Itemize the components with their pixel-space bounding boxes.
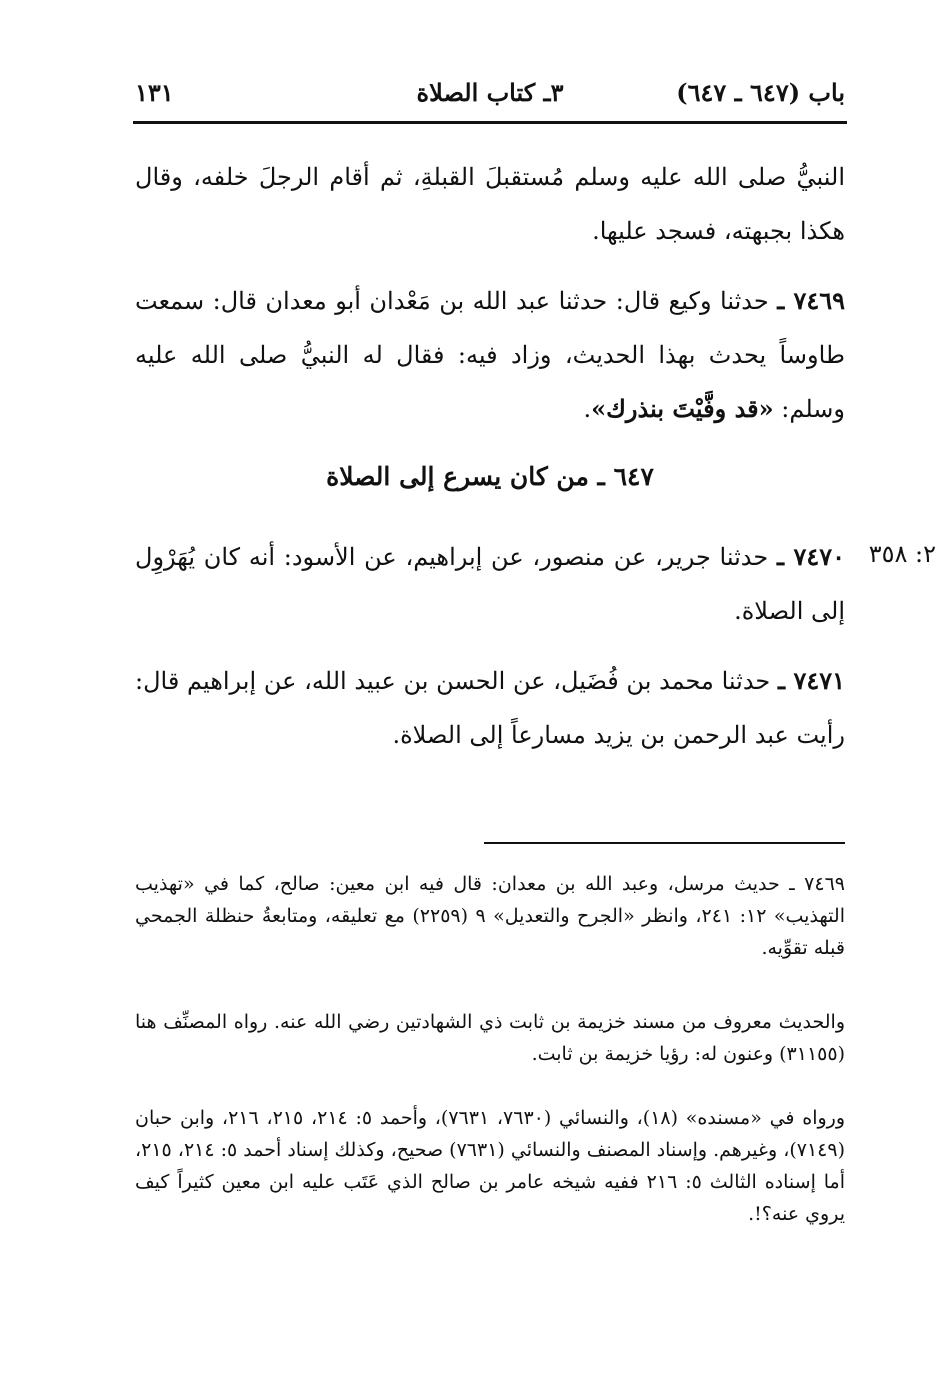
hadith-end: . xyxy=(583,395,592,423)
footnote-text: ٧٤٦٩ ـ حديث مرسل، وعبد الله بن معدان: قال فيه ابن معين: صالح، كما في «تهذيب التهذيب» ١٢: ٢٤١، وانظر «الجرح والتعديل» ٩ (٢٢٥٩) مع تعليقه، ومتابعةُ حنظلة الجمحي قبله تقوِّيه. xyxy=(135,873,845,959)
header-book-title: ٣ـ كتاب الصلاة xyxy=(416,78,564,107)
footnote-paragraph-2 xyxy=(135,1006,845,1070)
footnote-text: ورواه في «مسنده» (١٨)، والنسائي (٧٦٣٠، ٧٦٣١)، وأحمد ٥: ٢١٤، ٢١٥، ٢١٦، وابن حبان (٧١٤٩)، وغيرهم. وإسناد المصنف والنسائي (٧٦٣١) صحيح، وكذلك إسناد أحمد ٥: ٢١٤، ٢١٥، أما إسناده الثالث ٥: ٢١٦ ففيه شيخه عامر بن صالح الذي عَتَب عليه ابن معين كثيراً كيف يروي عنه؟!. xyxy=(135,1107,846,1225)
margin-reference: ٢: ٣٥٨ xyxy=(868,540,936,568)
section-title: ٦٤٧ ـ من كان يسرع إلى الصلاة xyxy=(326,462,654,491)
hadith-number: ٧٤٧٠ ـ xyxy=(776,542,845,571)
page-number: ١٣١ xyxy=(135,78,174,107)
footnote-paragraph-3 xyxy=(135,1102,845,1230)
hadith-quote: «قد وفَّيْتَ بنذرك» xyxy=(591,394,774,423)
footnote-text: والحديث معروف من مسند خزيمة بن ثابت ذي الشهادتين رضي الله عنه. رواه المصنِّف هنا (٣١١٥٥) وعنون له: رؤيا خزيمة بن ثابت. xyxy=(135,1011,845,1065)
hadith-7470 xyxy=(135,530,845,638)
hadith-text xyxy=(135,274,845,436)
hadith-7469 xyxy=(135,274,845,436)
hadith-body: حدثنا محمد بن فُضَيل، عن الحسن بن عبيد الله، عن إبراهيم قال: رأيت عبد الرحمن بن يزيد مسارعاً إلى الصلاة. xyxy=(135,667,845,749)
hadith-text xyxy=(135,654,845,762)
hadith-number: ٧٤٧١ ـ xyxy=(777,666,846,695)
hadith-7471 xyxy=(135,654,845,762)
header-rule xyxy=(133,121,847,124)
hadith-number: ٧٤٦٩ ـ xyxy=(777,286,845,315)
header-chapter: باب (٦٤٧ ـ ٦٤٧) xyxy=(676,78,845,107)
running-header xyxy=(135,72,845,112)
hadith-body: حدثنا وكيع قال: حدثنا عبد الله بن مَعْدان أبو معدان قال: سمعت طاوساً يحدث بهذا الحديث، وزاد فيه: فقال له النبيُّ صلى الله عليه وسلم: xyxy=(135,287,845,423)
paragraph-text: النبيُّ صلى الله عليه وسلم مُستقبلَ القبلةِ، ثم أقام الرجلَ خلفه، وقال هكذا بجبهته، فسجد عليها. xyxy=(135,163,845,245)
footnote-separator xyxy=(484,842,845,844)
hadith-text xyxy=(135,530,845,638)
hadith-body: حدثنا جرير، عن منصور، عن إبراهيم، عن الأسود: أنه كان يُهَرْوِل إلى الصلاة. xyxy=(135,543,845,625)
footnote-7469 xyxy=(135,868,845,964)
paragraph-continuation xyxy=(135,150,845,258)
